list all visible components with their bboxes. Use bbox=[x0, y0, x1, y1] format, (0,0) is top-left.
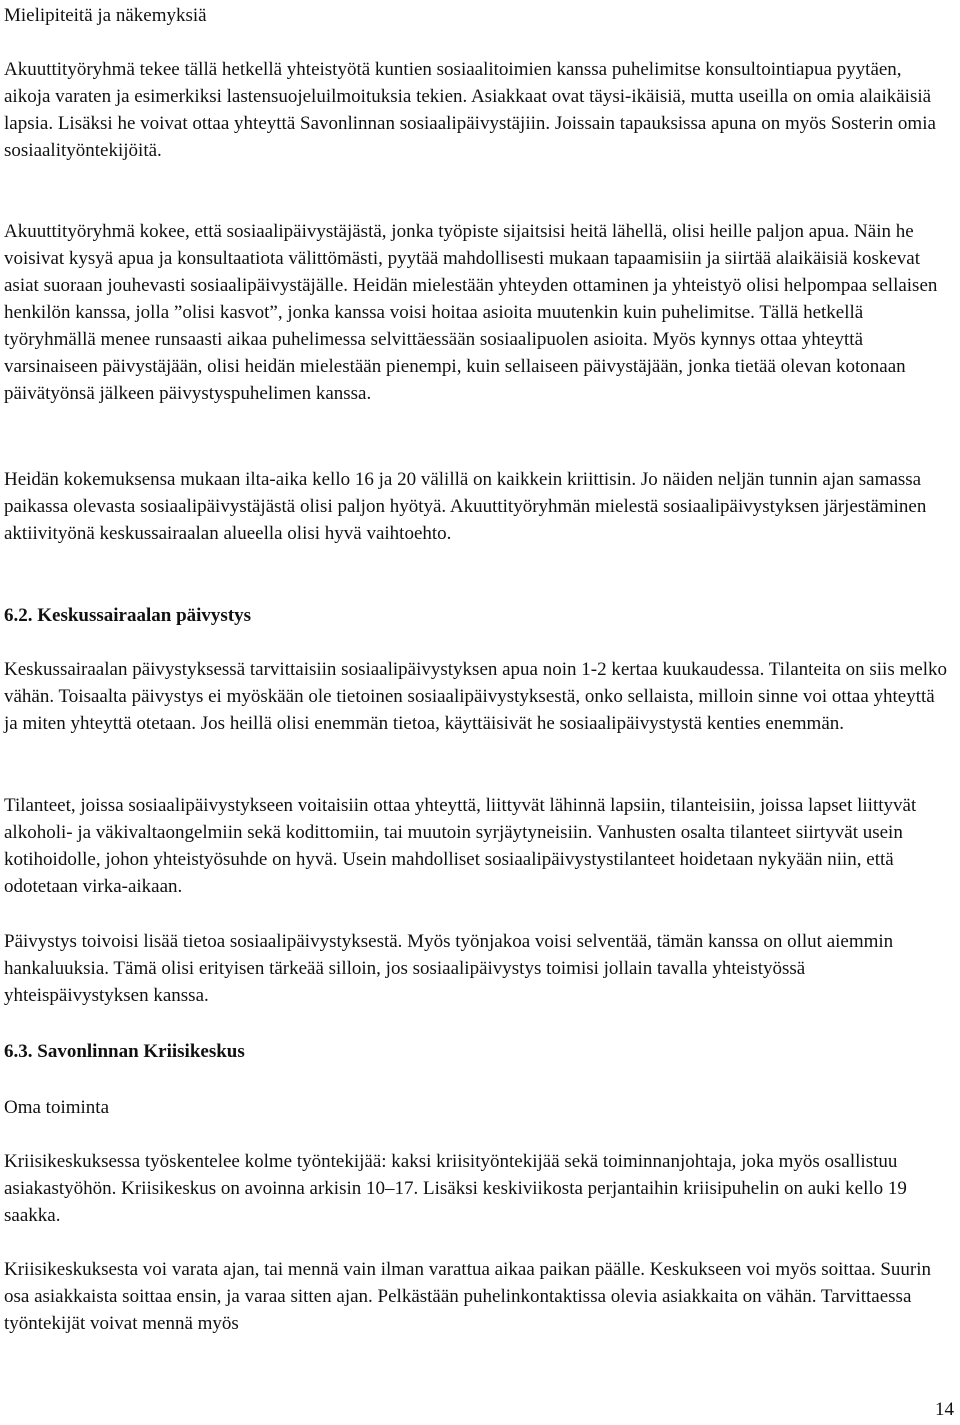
paragraph-akuutti-3: Heidän kokemuksensa mukaan ilta-aika kello 16 ja 20 välillä on kaikkein kriittisin. Jo näiden neljän tunnin ajan samassa paikassa olevasta sosiaalipäivystäjästä olisi paljon hyötyä. Akuuttityöryhmän mielestä sosiaalipäivystyksen järjestäminen aktiivityönä keskussairaalan alueella olisi hyvä vaihtoehto. bbox=[4, 469, 927, 544]
paragraph-keskussairaala-2: Tilanteet, joissa sosiaalipäivystykseen voitaisiin ottaa yhteyttä, liittyvät lähinnä lapsiin, tilanteisiin, joissa lapset liittyvät alkoholi- ja väkivaltaongelmiin sekä kodittomiin, tai muutoin syrjäytyneisiin. Vanhusten osalta tilanteet siirtyvät usein kotihoidolle, johon yhteistyösuhde on hyvä. Usein mahdolliset sosiaalipäivystystilanteet hoidetaan nykyään niin, että odotetaan virka-aikaan. bbox=[4, 795, 917, 897]
section-header: Mielipiteitä ja näkemyksiä bbox=[4, 5, 207, 26]
heading-keskussairaala: 6.2. Keskussairaalan päivystys bbox=[4, 605, 252, 626]
subheading-oma-toiminta: Oma toiminta bbox=[4, 1097, 110, 1118]
paragraph-kriisikeskus-1: Kriisikeskuksessa työskentelee kolme työntekijää: kaksi kriisityöntekijää sekä toiminnanjohtaja, joka myös osallistuu asiakastyöhön. Kriisikeskus on avoinna arkisin 10–17. Lisäksi keskiviikosta perjantaihin kriisipuhelin on auki kello 19 saakka. bbox=[4, 1151, 907, 1226]
paragraph-akuutti-2: Akuuttityöryhmä kokee, että sosiaalipäivystäjästä, jonka työpiste sijaitsisi heitä lähellä, olisi heille paljon apua. Näin he voisivat kysyä apua ja konsultaatiota välittömästi, pyytää mahdollisesti mukaan tapaamisiin ja siirtää alaikäisiä koskevat asiat suoraan jouhevasti sosiaalipäivystäjälle. Heidän mielestään yhteyden ottaminen ja yhteistyö olisi helpompaa sellaisen henkilön kanssa, jolla ”olisi kasvot”, jonka kanssa voisi hoitaa asioita muutenkin kuin puhelimitse. Tällä hetkellä työryhmällä menee runsaasti aikaa puhelimessa selvittäessään sosiaalipuolen asioita. Myös kynnys ottaa yhteyttä varsinaiseen päivystäjään, olisi heidän mielestään pienempi, kuin sellaiseen päivystäjään, jonka tietää olevan kotonaan päivätyönsä jälkeen päivystyspuhelimen kanssa. bbox=[4, 221, 938, 404]
heading-kriisikeskus: 6.3. Savonlinnan Kriisikeskus bbox=[4, 1041, 245, 1062]
paragraph-keskussairaala-3: Päivystys toivoisi lisää tietoa sosiaalipäivystyksestä. Myös työnjakoa voisi selventää, tämän kanssa on ollut aiemmin hankaluuksia. Tämä olisi erityisen tärkeää silloin, jos sosiaalipäivystys toimisi jollain tavalla yhteistyössä yhteispäivystyksen kanssa. bbox=[4, 931, 894, 1006]
paragraph-kriisikeskus-2: Kriisikeskuksesta voi varata ajan, tai mennä vain ilman varattua aikaa paikan päälle. Keskukseen voi myös soittaa. Suurin osa asiakkaista soittaa ensin, ja varaa sitten ajan. Pelkästään puhelinkontaktissa olevia asiakkaita on vähän. Tarvittaessa työntekijät voivat mennä myös bbox=[4, 1259, 932, 1334]
paragraph-keskussairaala-1: Keskussairaalan päivystyksessä tarvittaisiin sosiaalipäivystyksen apua noin 1-2 kertaa kuukaudessa. Tilanteita on siis melko vähän. Toisaalta päivystys ei myöskään ole tietoinen sosiaalipäivystyksestä, onko sellaista, milloin sinne voi ottaa yhteyttä ja miten yhteyttä otetaan. Jos heillä olisi enemmän tietoa, käyttäisivät he sosiaalipäivystystä kenties enemmän. bbox=[4, 659, 947, 734]
paragraph-akuutti-1: Akuuttityöryhmä tekee tällä hetkellä yhteistyötä kuntien sosiaalitoimien kanssa puhelimitse konsultointiapua pyytäen, aikoja varaten ja esimerkiksi lastensuojeluilmoituksia tekien. Asiakkaat ovat täysi-ikäisiä, mutta useilla on omia alaikäisiä lapsia. Lisäksi he voivat ottaa yhteyttä Savonlinnan sosiaalipäivystäjiin. Joissain tapauksissa apuna on myös Sosterin omia sosiaalityöntekijöitä. bbox=[4, 59, 936, 161]
page-number: 14 bbox=[935, 1399, 954, 1420]
